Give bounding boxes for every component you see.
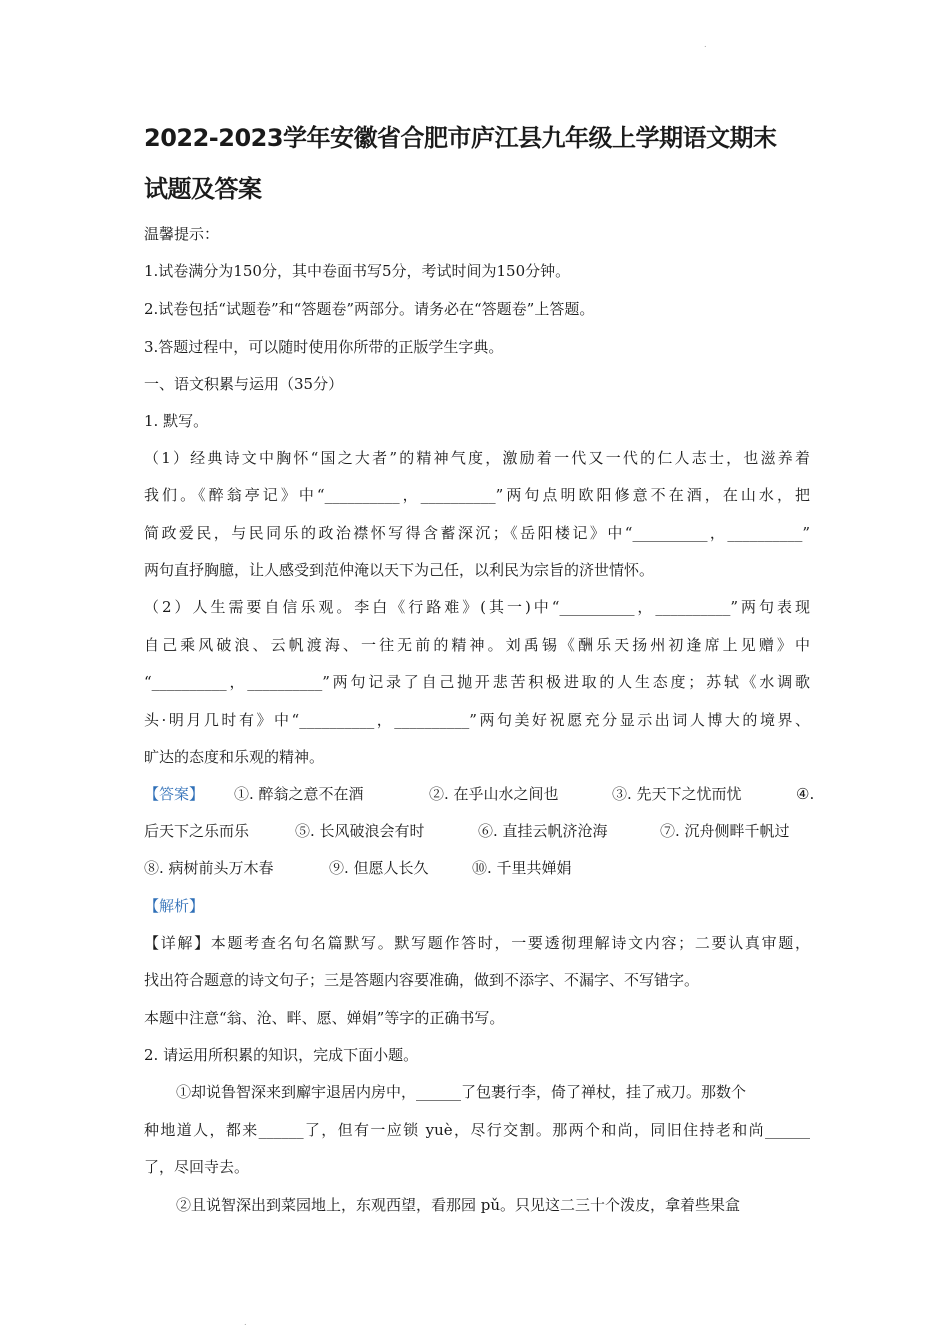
answer-line-1: [144, 784, 814, 804]
answer-item: ⑨. 但愿人长久: [329, 859, 429, 877]
q1-part1-line: 两句直抒胸臆，让人感受到范仲淹以天下为己任，以利民为宗旨的济世情怀。: [144, 561, 655, 579]
answer-item: ①. 醉翁之意不在酒: [234, 785, 364, 803]
q2-para1-line: ①却说鲁智深来到廨宇退居内房中，______了包裹行李，倚了禅杖，挂了戒刀。那数个: [176, 1083, 747, 1101]
answer-item: ⑦. 沉舟侧畔千帆过: [660, 822, 790, 840]
scan-dot: .: [704, 40, 707, 49]
tip-2: 2.试卷包括“试题卷”和“答题卷”两部分。请务必在“答题卷”上答题。: [144, 300, 595, 318]
analysis-tag: 【解析】: [144, 897, 205, 915]
answer-line-2: [144, 821, 790, 841]
answer-item: ②. 在乎山水之间也: [429, 785, 559, 803]
q1-part1-line: 我们。《醉翁亭记》中“__________，__________”两句点明欧阳修意不在酒，在山水，把: [144, 486, 810, 504]
analysis-line: 本题中注意“翁、沧、畔、愿、婵娟”等字的正确书写。: [144, 1009, 505, 1027]
tip-3: 3.答题过程中，可以随时使用你所带的正版学生字典。: [144, 338, 504, 356]
q2-para2-line: ②且说智深出到菜园地上，东观西望，看那园 pǔ。只见这二三十个泼皮，拿着些果盒: [176, 1196, 741, 1214]
answer-tag: 【答案】: [144, 785, 205, 803]
answer-line-3: [144, 858, 572, 878]
question-2-label: 2. 请运用所积累的知识，完成下面小题。: [144, 1046, 419, 1064]
tips-heading: 温馨提示：: [144, 225, 220, 243]
answer-item: ④.: [796, 785, 815, 803]
q1-part1-line: 简政爱民，与民同乐的政治襟怀写得含蓄深沉；《岳阳楼记》中“__________，__________”: [144, 524, 810, 542]
answer-item: ③. 先天下之忧而忧: [612, 785, 742, 803]
q1-part2-line: （2）人生需要自信乐观。李白《行路难》(其一)中“__________，__________”两句表现: [144, 598, 810, 616]
doc-title-line-2: 试题及答案: [144, 175, 262, 203]
q1-part2-line: “__________，__________”两句记录了自己抛开悲苦积极进取的人生态度；苏轼《水调歌: [144, 673, 810, 691]
answer-item: 后天下之乐而乐: [144, 822, 250, 840]
scan-dot: .: [244, 1318, 247, 1327]
tip-1: 1.试卷满分为150分，其中卷面书写5分，考试时间为150分钟。: [144, 262, 571, 280]
answer-item: ⑩. 千里共婵娟: [472, 859, 572, 877]
q2-para1-line: 种地道人，都来______了，但有一应锁 yuè，尽行交割。那两个和尚，同旧住持老和尚______: [144, 1121, 810, 1139]
question-1-label: 1. 默写。: [144, 412, 209, 430]
analysis-line: 【详解】本题考查名句名篇默写。默写题作答时，一要透彻理解诗文内容；二要认真审题，: [144, 934, 810, 952]
answer-item: ⑤. 长风破浪会有时: [295, 822, 425, 840]
q1-part1-line: （1）经典诗文中胸怀“国之大者”的精神气度，激励着一代又一代的仁人志士，也滋养着: [144, 449, 810, 467]
answer-item: ⑥. 直挂云帆济沧海: [478, 822, 608, 840]
answer-item: ⑧. 病树前头万木春: [144, 859, 274, 877]
section-heading: 一、语文积累与运用（35分）: [144, 375, 344, 393]
q1-part2-line: 头·明月几时有》中“__________，__________”两句美好祝愿充分显示出词人博大的境界、: [144, 711, 810, 729]
q2-para1-line: 了，尽回寺去。: [144, 1158, 250, 1176]
doc-title-line-1: 2022-2023学年安徽省合肥市庐江县九年级上学期语文期末: [144, 124, 777, 152]
q1-part2-line: 旷达的态度和乐观的精神。: [144, 748, 325, 766]
q1-part2-line: 自己乘风破浪、云帆渡海、一往无前的精神。刘禹锡《酬乐天扬州初逢席上见赠》中: [144, 636, 810, 654]
analysis-line: 找出符合题意的诗文句子；三是答题内容要准确，做到不添字、不漏字、不写错字。: [144, 971, 700, 989]
